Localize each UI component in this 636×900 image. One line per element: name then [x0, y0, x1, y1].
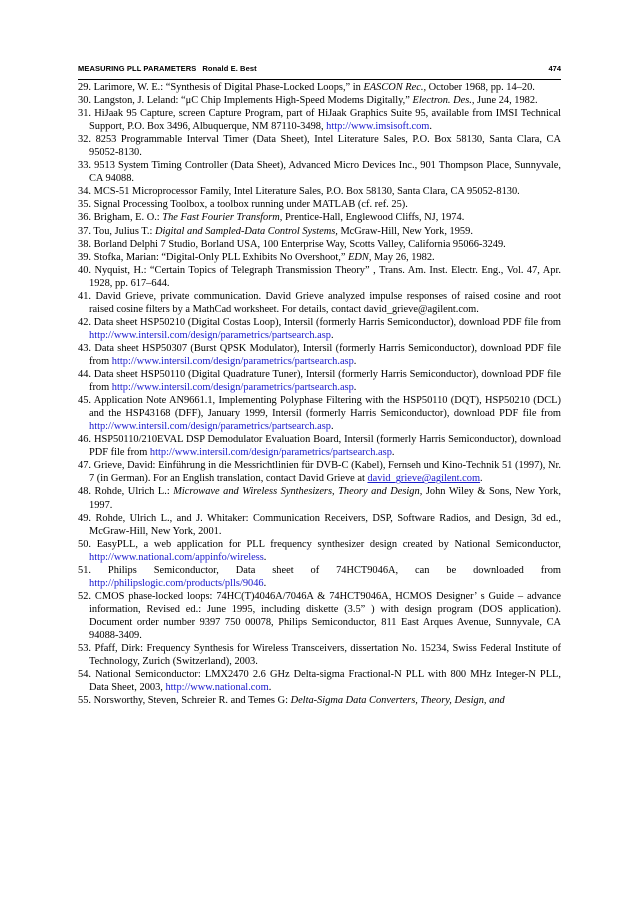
reference-text-end: Prentice-Hall, Englewood Cliffs, NJ, 1974. [282, 212, 465, 224]
reference-text-end: . [391, 447, 395, 459]
reference-text-end: . [263, 551, 267, 563]
reference-number: 38. [78, 238, 91, 250]
reference-item [78, 94, 561, 107]
reference-number: 37. [78, 225, 91, 237]
reference-text-end: . [429, 121, 432, 133]
reference-item [78, 459, 561, 485]
reference-link[interactable]: http://www.intersil.com/design/parametrics/partsearch.asp [111, 382, 354, 394]
reference-text-end: McGraw-Hill, New York, 1959. [337, 225, 473, 237]
reference-text: Rohde, Ulrich L.: [94, 486, 174, 498]
reference-number: 30. [78, 95, 91, 107]
reference-text: Brigham, E. O.: [93, 212, 163, 224]
reference-text-end: . [353, 382, 357, 394]
reference-number: 34. [78, 186, 91, 198]
reference-text: Stofka, Marian: “Digital-Only PLL Exhibits No Overshoot,” [93, 251, 349, 263]
reference-number: 48. [78, 486, 91, 498]
reference-title: EDN, [348, 251, 372, 263]
reference-text: Data sheet HSP50210 (Digital Costas Loop), Intersil (formerly Harris Semiconductor), download PDF file from [93, 316, 561, 328]
reference-item [78, 433, 561, 459]
reference-number: 29. [78, 82, 91, 93]
reference-item [78, 564, 561, 590]
reference-text: David Grieve, private communication. David Grieve analyzed impulse responses of raised cosine and root raised cosine filters by a MathCad worksheet. For details, contact david_grieve@agilent.com. [89, 290, 561, 315]
reference-item [78, 668, 561, 694]
reference-number: 52. [78, 590, 91, 602]
reference-email-link[interactable]: david_grieve@agilent.com [367, 473, 481, 485]
reference-item [78, 316, 561, 342]
reference-item [78, 694, 561, 707]
reference-text: Application Note AN9661.1, Implementing Polyphase Filtering with the HSP50110 (DQT), HSP50210 (DCL) and the HSP43168 (DFF), January 1999, Intersil (formerly Harris Semiconductor), download PDF file from [89, 395, 561, 420]
reference-text-end: . [263, 577, 267, 589]
reference-item [78, 185, 561, 198]
reference-number: 36. [78, 212, 91, 224]
reference-text: Langston, J. Leland: “μC Chip Implements High-Speed Modems Digitally,” [93, 95, 413, 107]
reference-number: 46. [78, 434, 91, 446]
reference-item [78, 290, 561, 316]
reference-item [78, 251, 561, 264]
reference-title: The Fast Fourier Transform, [162, 212, 283, 224]
reference-number: 45. [78, 395, 91, 407]
reference-text: Borland Delphi 7 Studio, Borland USA, 100 Enterprise Way, Scotts Valley, California 95066-3249. [93, 238, 506, 250]
reference-number: 39. [78, 251, 91, 263]
reference-text-end: May 26, 1982. [371, 251, 435, 263]
reference-text: Philips Semiconductor, Data sheet of 74HCT9046A, can be downloaded from [107, 564, 561, 576]
reference-text: 9513 System Timing Controller (Data Sheet), Advanced Micro Devices Inc., 901 Thompson Place, Sunnyvale, CA 94088. [89, 160, 561, 185]
reference-item [78, 81, 561, 94]
reference-text: Nyquist, H.: “Certain Topics of Telegraph Transmission Theory” , Trans. Am. Inst. Electr. Eng., Vol. 47, Apr. 1928, pp. 617–644. [89, 264, 561, 289]
reference-number: 43. [78, 342, 91, 354]
reference-text: Rohde, Ulrich L., and J. Whitaker: Communication Receivers, DSP, Software Radios, and Design, 3d ed., McGraw-Hill, New York, 2001. [89, 512, 561, 537]
reference-link[interactable]: http://www.national.com/appinfo/wireless [89, 551, 264, 563]
reference-number: 47. [78, 460, 91, 472]
reference-text: HSP50110/210EVAL DSP Demodulator Evaluation Board, Intersil (formerly Harris Semiconductor), download PDF file from [89, 434, 561, 459]
reference-item [78, 538, 561, 564]
reference-link[interactable]: http://www.intersil.com/design/parametrics/partsearch.asp [111, 355, 354, 367]
reference-text: Data sheet HSP50110 (Digital Quadrature Tuner), Intersil (formerly Harris Semiconductor), download PDF file from [89, 369, 561, 394]
header-title: MEASURING PLL PARAMETERS [78, 64, 197, 73]
reference-item [78, 368, 561, 394]
reference-item [78, 394, 561, 433]
header-left [78, 64, 257, 73]
page-number: 474 [548, 64, 561, 73]
reference-item [78, 485, 561, 511]
reference-number: 50. [78, 538, 91, 550]
reference-text: Signal Processing Toolbox, a toolbox running under MATLAB (cf. ref. 25). [93, 199, 408, 211]
reference-text: MCS-51 Microprocessor Family, Intel Literature Sales, P.O. Box 58130, Santa Clara, CA 95052-8130. [93, 186, 520, 198]
reference-title: Electron. Des., [412, 95, 475, 107]
reference-item [78, 590, 561, 642]
reference-number: 41. [78, 290, 91, 302]
reference-item [78, 198, 561, 211]
reference-item [78, 342, 561, 368]
reference-item [78, 107, 561, 133]
reference-number: 31. [78, 108, 91, 120]
reference-item [78, 238, 561, 251]
running-header [78, 63, 561, 80]
reference-link[interactable]: http://www.intersil.com/design/parametrics/partsearch.asp [149, 447, 392, 459]
reference-text: 8253 Programmable Interval Timer (Data Sheet), Intel Literature Sales, P.O. Box 58130, Santa Clara, CA 95052-8130. [89, 134, 561, 159]
reference-title: Digital and Sampled-Data Control Systems, [154, 225, 338, 237]
reference-text: Data sheet HSP50307 (Burst QPSK Modulator), Intersil (formerly Harris Semiconductor), download PDF file from [89, 342, 561, 367]
reference-text: HiJaak 95 Capture, screen Capture Program, part of HiJaak Graphics Suite 95, available from IMSI Technical Support, P.O. Box 3496, Albuquerque, NM 87110-3498, [89, 108, 561, 133]
reference-text: Larimore, W. E.: “Synthesis of Digital Phase-Locked Loops,” in [93, 82, 364, 93]
reference-text: Pfaff, Dirk: Frequency Synthesis for Wireless Transceivers, dissertation No. 15234, Swiss Federal Institute of Technology, Zurich (Switzerland), 2003. [89, 643, 561, 668]
reference-link[interactable]: http://philipslogic.com/products/plls/9046 [89, 577, 264, 589]
reference-text-end: October 1968, pp. 14–20. [426, 82, 535, 93]
reference-text-end: John Wiley & Sons, New York, 1997. [89, 486, 561, 511]
reference-text: National Semiconductor: LMX2470 2.6 GHz Delta-sigma Fractional-N PLL with 800 MHz Integer-N PLL, Data Sheet, 2003, [89, 669, 561, 694]
reference-item [78, 512, 561, 538]
reference-item [78, 264, 561, 290]
reference-item [78, 159, 561, 185]
reference-text: EasyPLL, a web application for PLL frequency synthesizer design created by National Semiconductor, [96, 538, 561, 550]
reference-number: 54. [78, 669, 91, 681]
reference-number: 35. [78, 199, 91, 211]
reference-number: 53. [78, 643, 91, 655]
reference-text-end: . [268, 682, 272, 694]
reference-number: 33. [78, 160, 91, 172]
reference-number: 49. [78, 512, 91, 524]
reference-item [78, 211, 561, 224]
reference-number: 44. [78, 369, 91, 381]
reference-text: Norsworthy, Steven, Schreier R. and Temes G: [93, 695, 291, 707]
reference-text-end: June 24, 1982. [474, 95, 538, 107]
reference-number: 55. [78, 695, 91, 707]
reference-text-end: . [331, 329, 334, 341]
reference-item [78, 225, 561, 238]
reference-list [78, 81, 561, 707]
reference-text: Grieve, David: Einführung in die Messrichtlinien für DVB-C (Kabel), Fernseh und Kino-Technik 51 (1997), Nr. 7 (in German). For an English translation, contact David Grieve at [89, 460, 561, 485]
reference-text: Tou, Julius T.: [93, 225, 155, 237]
reference-item [78, 642, 561, 668]
reference-link[interactable]: http://www.intersil.com/design/parametrics/partsearch.asp [89, 329, 331, 341]
reference-text-end: . [353, 355, 357, 367]
header-author: Ronald E. Best [202, 64, 257, 73]
reference-number: 40. [78, 264, 91, 276]
reference-text-end: . [331, 421, 334, 433]
reference-title: Delta-Sigma Data Converters, Theory, Design, and [290, 695, 505, 707]
reference-link[interactable]: http://www.intersil.com/design/parametrics/partsearch.asp [89, 421, 331, 433]
reference-title: Microwave and Wireless Synthesizers, Theory and Design, [173, 486, 423, 498]
reference-number: 51. [78, 564, 91, 576]
reference-number: 42. [78, 316, 91, 328]
reference-number: 32. [78, 134, 91, 146]
reference-item [78, 133, 561, 159]
reference-title: EASCON Rec., [363, 82, 427, 93]
reference-link[interactable]: http://www.national.com [165, 682, 269, 694]
reference-text: CMOS phase-locked loops: 74HC(T)4046A/7046A & 74HCT9046A, HCMOS Designer’ s Guide – advance information, Revised ed.: June 1995, including diskette (3.5” ) with design program (DOS application). Document order number 9397 750 00078, Philips Semiconductor, 811 East Arques Avenue, Sunnyvale, CA 94088-3409. [89, 590, 561, 641]
reference-text-end: . [480, 473, 483, 485]
reference-link[interactable]: http://www.imsisoft.com [326, 121, 430, 133]
